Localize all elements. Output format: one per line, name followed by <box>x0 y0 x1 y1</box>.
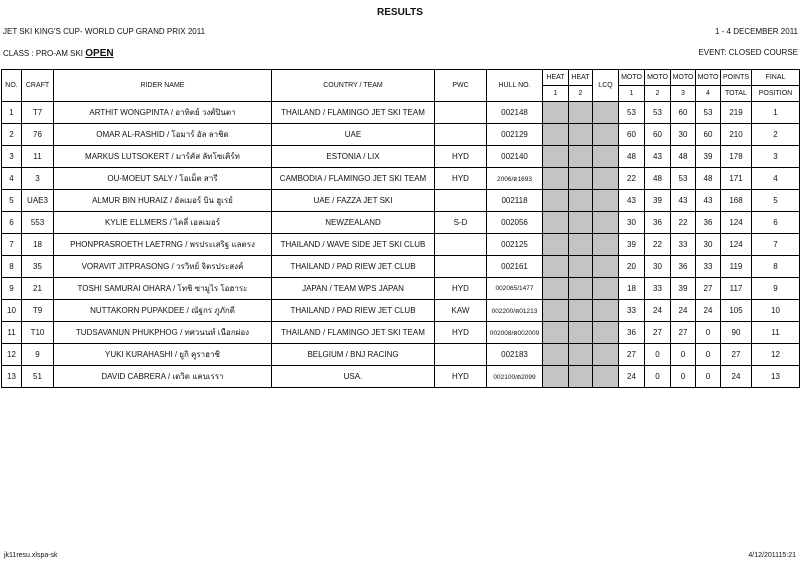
cell-rider: PHONPRASROETH LAETRNG / พรประเสริฐ แลตรง <box>54 234 272 256</box>
col-moto4-header: MOTO <box>696 70 721 86</box>
col-final-sub: POSITION <box>752 86 800 102</box>
event-name: JET SKI KING'S CUP- WORLD CUP GRAND PRIX 2011 <box>3 27 206 36</box>
cell-no: 2 <box>2 124 22 146</box>
cell-hull: 002100/ต2099 <box>487 366 543 388</box>
cell-country: NEWZEALAND <box>272 212 435 234</box>
cell-points-total: 219 <box>721 102 752 124</box>
cell-heat2 <box>569 146 593 168</box>
col-final-header: FINAL <box>752 70 800 86</box>
table-row <box>2 256 800 278</box>
cell-moto4: 0 <box>696 366 721 388</box>
cell-points-total: 210 <box>721 124 752 146</box>
cell-hull: 002140 <box>487 146 543 168</box>
cell-pwc: HYD <box>435 146 487 168</box>
cell-craft: 76 <box>22 124 54 146</box>
col-moto2-sub: 2 <box>645 86 671 102</box>
cell-heat2 <box>569 366 593 388</box>
cell-points-total: 168 <box>721 190 752 212</box>
cell-craft: T10 <box>22 322 54 344</box>
cell-rider: YUKI KURAHASHI / ยูกิ คูราฮาชิ <box>54 344 272 366</box>
cell-lcq <box>593 124 619 146</box>
cell-craft: 11 <box>22 146 54 168</box>
cell-moto4: 30 <box>696 234 721 256</box>
cell-craft: 553 <box>22 212 54 234</box>
cell-heat1 <box>543 344 569 366</box>
cell-final-position: 13 <box>752 366 800 388</box>
cell-hull: 002125 <box>487 234 543 256</box>
cell-points-total: 90 <box>721 322 752 344</box>
cell-country: UAE <box>272 124 435 146</box>
table-row <box>2 344 800 366</box>
cell-craft: 3 <box>22 168 54 190</box>
cell-no: 9 <box>2 278 22 300</box>
cell-pwc <box>435 256 487 278</box>
cell-moto2: 27 <box>645 322 671 344</box>
col-heat2-header: HEAT <box>569 70 593 86</box>
table-row <box>2 146 800 168</box>
cell-moto4: 24 <box>696 300 721 322</box>
col-pwc-header: PWC <box>435 70 487 102</box>
cell-moto4: 0 <box>696 322 721 344</box>
cell-heat2 <box>569 256 593 278</box>
cell-heat2 <box>569 300 593 322</box>
col-craft-header: CRAFT <box>22 70 54 102</box>
cell-moto4: 33 <box>696 256 721 278</box>
cell-points-total: 105 <box>721 300 752 322</box>
cell-points-total: 119 <box>721 256 752 278</box>
cell-heat2 <box>569 168 593 190</box>
col-moto1-header: MOTO <box>619 70 645 86</box>
cell-country: THAILAND / FLAMINGO JET SKI TEAM <box>272 322 435 344</box>
cell-rider: OU-MOEUT SALY / โอเม็ต สารี <box>54 168 272 190</box>
cell-moto1: 53 <box>619 102 645 124</box>
cell-moto2: 48 <box>645 168 671 190</box>
cell-craft: T9 <box>22 300 54 322</box>
cell-lcq <box>593 366 619 388</box>
cell-craft: 21 <box>22 278 54 300</box>
cell-rider: DAVID CABRERA / เดวิด แคบเรรา <box>54 366 272 388</box>
cell-craft: UAE3 <box>22 190 54 212</box>
cell-moto3: 33 <box>671 234 696 256</box>
cell-final-position: 8 <box>752 256 800 278</box>
table-row <box>2 212 800 234</box>
cell-points-total: 171 <box>721 168 752 190</box>
cell-heat1 <box>543 146 569 168</box>
cell-moto3: 39 <box>671 278 696 300</box>
cell-heat2 <box>569 102 593 124</box>
cell-pwc <box>435 190 487 212</box>
cell-craft: 18 <box>22 234 54 256</box>
cell-no: 7 <box>2 234 22 256</box>
cell-lcq <box>593 146 619 168</box>
cell-lcq <box>593 300 619 322</box>
cell-moto3: 24 <box>671 300 696 322</box>
cell-moto4: 0 <box>696 344 721 366</box>
results-body <box>2 102 800 388</box>
cell-heat1 <box>543 366 569 388</box>
cell-craft: 9 <box>22 344 54 366</box>
cell-pwc <box>435 124 487 146</box>
cell-country: THAILAND / PAD RIEW JET CLUB <box>272 300 435 322</box>
cell-pwc <box>435 234 487 256</box>
cell-no: 5 <box>2 190 22 212</box>
cell-heat1 <box>543 212 569 234</box>
cell-moto1: 33 <box>619 300 645 322</box>
cell-heat1 <box>543 234 569 256</box>
table-row <box>2 168 800 190</box>
cell-moto4: 60 <box>696 124 721 146</box>
footer-timestamp: 4/12/201115:21 <box>748 552 796 559</box>
cell-no: 6 <box>2 212 22 234</box>
cell-lcq <box>593 212 619 234</box>
cell-heat1 <box>543 190 569 212</box>
cell-moto1: 43 <box>619 190 645 212</box>
header-row-top <box>2 70 800 86</box>
cell-country: THAILAND / PAD RIEW JET CLUB <box>272 256 435 278</box>
cell-heat1 <box>543 102 569 124</box>
col-heat1-sub: 1 <box>543 86 569 102</box>
cell-moto2: 22 <box>645 234 671 256</box>
cell-country: ESTONIA / LIX <box>272 146 435 168</box>
cell-rider: ALMUR BIN HURAIZ / อัลเมอร์ บิน ฮูเรย์ <box>54 190 272 212</box>
cell-moto3: 30 <box>671 124 696 146</box>
cell-country: USA. <box>272 366 435 388</box>
cell-craft: 51 <box>22 366 54 388</box>
cell-hull: 002161 <box>487 256 543 278</box>
cell-hull: 002118 <box>487 190 543 212</box>
cell-no: 1 <box>2 102 22 124</box>
cell-moto4: 53 <box>696 102 721 124</box>
col-moto2-header: MOTO <box>645 70 671 86</box>
cell-lcq <box>593 322 619 344</box>
cell-no: 10 <box>2 300 22 322</box>
cell-lcq <box>593 256 619 278</box>
cell-moto4: 27 <box>696 278 721 300</box>
col-moto1-sub: 1 <box>619 86 645 102</box>
cell-no: 13 <box>2 366 22 388</box>
cell-craft: T7 <box>22 102 54 124</box>
cell-country: CAMBODIA / FLAMINGO JET SKI TEAM <box>272 168 435 190</box>
cell-no: 4 <box>2 168 22 190</box>
cell-final-position: 11 <box>752 322 800 344</box>
footer-filename: jk11resu.xlspa-sk <box>4 552 58 559</box>
cell-final-position: 1 <box>752 102 800 124</box>
cell-moto3: 36 <box>671 256 696 278</box>
cell-rider: MARKUS LUTSOKERT / มาร์คัส ลัทโซเคิร์ท <box>54 146 272 168</box>
cell-moto2: 0 <box>645 366 671 388</box>
cell-final-position: 3 <box>752 146 800 168</box>
cell-moto1: 30 <box>619 212 645 234</box>
cell-pwc: HYD <box>435 366 487 388</box>
cell-rider: NUTTAKORN PUPAKDEE / ณัฐกร ภูภักดี <box>54 300 272 322</box>
col-moto4-sub: 4 <box>696 86 721 102</box>
cell-heat1 <box>543 124 569 146</box>
cell-moto3: 0 <box>671 366 696 388</box>
cell-craft: 35 <box>22 256 54 278</box>
cell-rider: TOSHI SAMURAI OHARA / โทชิ ซามูไร โอฮาระ <box>54 278 272 300</box>
table-row <box>2 366 800 388</box>
cell-heat2 <box>569 344 593 366</box>
cell-moto1: 18 <box>619 278 645 300</box>
cell-moto1: 60 <box>619 124 645 146</box>
cell-moto4: 36 <box>696 212 721 234</box>
table-row <box>2 190 800 212</box>
cell-points-total: 124 <box>721 234 752 256</box>
class-value: OPEN <box>85 48 114 59</box>
cell-hull: 002056 <box>487 212 543 234</box>
cell-lcq <box>593 234 619 256</box>
cell-country: THAILAND / FLAMINGO JET SKI TEAM <box>272 102 435 124</box>
table-row <box>2 124 800 146</box>
table-row <box>2 322 800 344</box>
col-hull-header: HULL NO. <box>487 70 543 102</box>
class-label: CLASS : PRO-AM SKI <box>3 49 84 58</box>
cell-hull: 002129 <box>487 124 543 146</box>
cell-moto2: 53 <box>645 102 671 124</box>
table-row <box>2 234 800 256</box>
cell-points-total: 117 <box>721 278 752 300</box>
cell-hull: 002183 <box>487 344 543 366</box>
results-table <box>1 69 800 388</box>
col-heat2-sub: 2 <box>569 86 593 102</box>
col-moto3-header: MOTO <box>671 70 696 86</box>
cell-moto2: 30 <box>645 256 671 278</box>
cell-heat2 <box>569 190 593 212</box>
cell-moto2: 0 <box>645 344 671 366</box>
cell-heat1 <box>543 300 569 322</box>
cell-moto4: 48 <box>696 168 721 190</box>
col-moto3-sub: 3 <box>671 86 696 102</box>
cell-country: BELGIUM / BNJ RACING <box>272 344 435 366</box>
cell-rider: OMAR AL-RASHID / โอมาร์ อัล ลาชิด <box>54 124 272 146</box>
cell-hull: 002008/ต002009 <box>487 322 543 344</box>
cell-rider: TUDSAVANUN PHUKPHOG / ทศวนนท์ เนือกผ่อง <box>54 322 272 344</box>
cell-final-position: 5 <box>752 190 800 212</box>
cell-moto1: 20 <box>619 256 645 278</box>
cell-pwc <box>435 344 487 366</box>
cell-moto1: 36 <box>619 322 645 344</box>
table-row <box>2 102 800 124</box>
cell-moto4: 43 <box>696 190 721 212</box>
col-heat1-header: HEAT <box>543 70 569 86</box>
cell-heat2 <box>569 212 593 234</box>
cell-hull: 2006/ต1693 <box>487 168 543 190</box>
cell-rider: VORAVIT JITPRASONG / วรวิทย์ จิตรประสงค์ <box>54 256 272 278</box>
cell-moto2: 60 <box>645 124 671 146</box>
cell-moto2: 39 <box>645 190 671 212</box>
cell-moto3: 48 <box>671 146 696 168</box>
cell-lcq <box>593 102 619 124</box>
page-title: RESULTS <box>377 7 423 18</box>
cell-pwc: HYD <box>435 322 487 344</box>
cell-no: 8 <box>2 256 22 278</box>
cell-lcq <box>593 168 619 190</box>
cell-points-total: 124 <box>721 212 752 234</box>
cell-rider: KYLIE ELLMERS / ไคลี่ เอลเมอร์ <box>54 212 272 234</box>
cell-final-position: 2 <box>752 124 800 146</box>
cell-heat1 <box>543 278 569 300</box>
cell-pwc: HYD <box>435 278 487 300</box>
cell-moto2: 36 <box>645 212 671 234</box>
cell-lcq <box>593 278 619 300</box>
cell-hull: 002065/1477 <box>487 278 543 300</box>
col-no-header: NO. <box>2 70 22 102</box>
cell-lcq <box>593 190 619 212</box>
event-dates: 1 - 4 DECEMBER 2011 <box>715 27 798 36</box>
cell-moto1: 48 <box>619 146 645 168</box>
cell-moto2: 24 <box>645 300 671 322</box>
col-country-header: COUNTRY / TEAM <box>272 70 435 102</box>
cell-heat2 <box>569 278 593 300</box>
cell-moto3: 43 <box>671 190 696 212</box>
table-row <box>2 300 800 322</box>
cell-hull: 002148 <box>487 102 543 124</box>
cell-country: THAILAND / WAVE SIDE JET SKI CLUB <box>272 234 435 256</box>
cell-final-position: 12 <box>752 344 800 366</box>
cell-pwc: HYD <box>435 168 487 190</box>
cell-pwc <box>435 102 487 124</box>
cell-final-position: 9 <box>752 278 800 300</box>
cell-pwc: S-D <box>435 212 487 234</box>
cell-final-position: 7 <box>752 234 800 256</box>
col-points-sub: TOTAL <box>721 86 752 102</box>
cell-moto3: 22 <box>671 212 696 234</box>
cell-final-position: 4 <box>752 168 800 190</box>
cell-rider: ARTHIT WONGPINTA / อาทิตย์ วงศ์ปินตา <box>54 102 272 124</box>
cell-no: 11 <box>2 322 22 344</box>
cell-moto1: 27 <box>619 344 645 366</box>
class-line <box>3 48 114 59</box>
cell-moto2: 33 <box>645 278 671 300</box>
cell-no: 12 <box>2 344 22 366</box>
cell-country: JAPAN / TEAM WPS JAPAN <box>272 278 435 300</box>
event-type: EVENT: CLOSED COURSE <box>698 48 798 57</box>
cell-moto3: 53 <box>671 168 696 190</box>
col-points-header: POINTS <box>721 70 752 86</box>
col-rider-header: RIDER NAME <box>54 70 272 102</box>
table-row <box>2 278 800 300</box>
cell-moto1: 22 <box>619 168 645 190</box>
cell-points-total: 24 <box>721 366 752 388</box>
cell-heat1 <box>543 256 569 278</box>
cell-heat1 <box>543 168 569 190</box>
cell-moto4: 39 <box>696 146 721 168</box>
cell-moto3: 27 <box>671 322 696 344</box>
cell-moto3: 0 <box>671 344 696 366</box>
cell-points-total: 178 <box>721 146 752 168</box>
cell-heat2 <box>569 124 593 146</box>
cell-no: 3 <box>2 146 22 168</box>
cell-moto1: 39 <box>619 234 645 256</box>
cell-lcq <box>593 344 619 366</box>
cell-moto3: 60 <box>671 102 696 124</box>
cell-country: UAE / FAZZA JET SKI <box>272 190 435 212</box>
cell-hull: 002200/ต01213 <box>487 300 543 322</box>
cell-points-total: 27 <box>721 344 752 366</box>
cell-pwc: KAW <box>435 300 487 322</box>
cell-final-position: 10 <box>752 300 800 322</box>
cell-heat1 <box>543 322 569 344</box>
cell-moto2: 43 <box>645 146 671 168</box>
cell-heat2 <box>569 234 593 256</box>
cell-moto1: 24 <box>619 366 645 388</box>
cell-final-position: 6 <box>752 212 800 234</box>
col-lcq-header: LCQ <box>593 70 619 102</box>
cell-heat2 <box>569 322 593 344</box>
